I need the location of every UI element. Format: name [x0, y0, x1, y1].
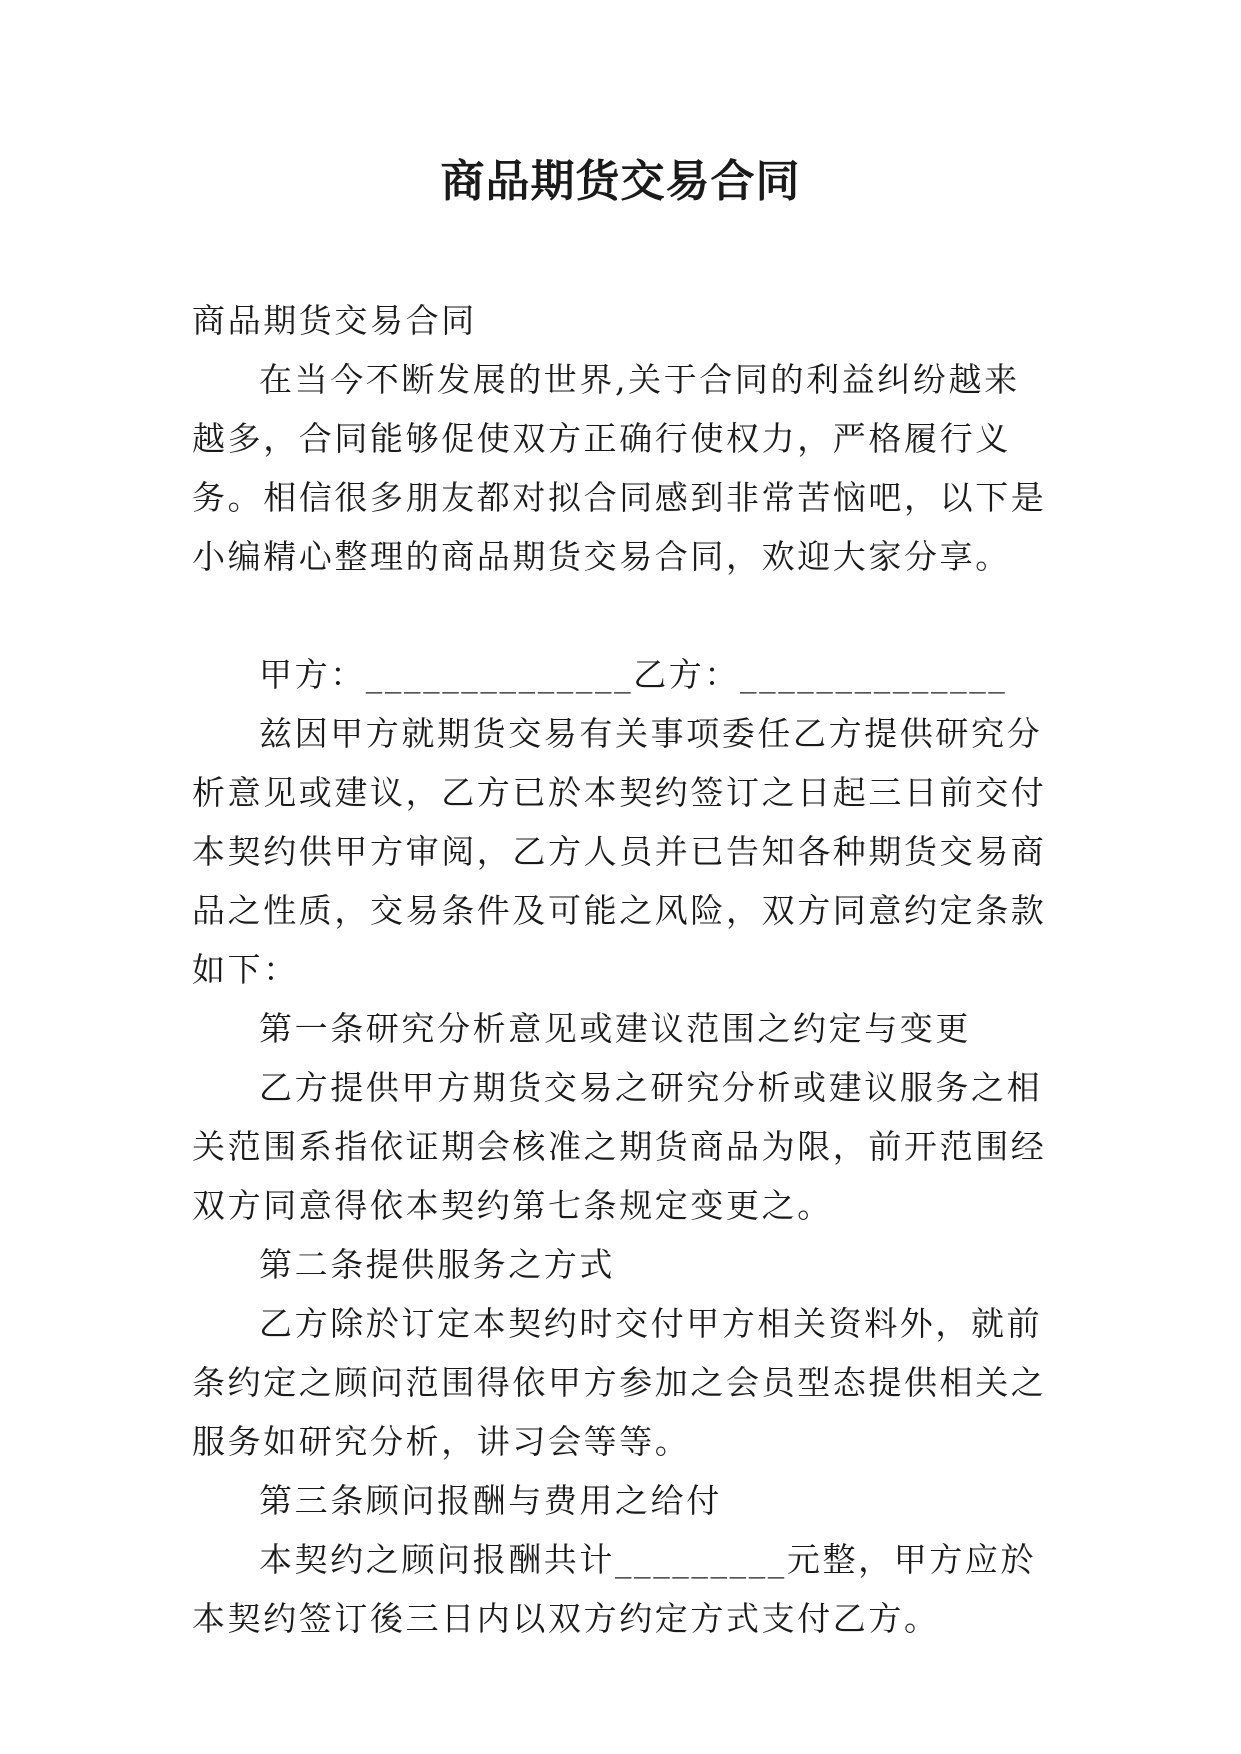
article-2-heading: 第二条提供服务之方式	[259, 1245, 615, 1284]
preamble-paragraph: 兹因甲方就期货交易有关事项委任乙方提供研究分析意见或建议，乙方已於本契约签订之日起三日前交付本契约供甲方审阅，乙方人员并已告知各种期货交易商品之性质，交易条件及可能之风险，双方同意约定条款如下：	[192, 714, 1047, 989]
parties-line: 甲方：______________乙方：______________	[259, 655, 1008, 694]
article-1-heading: 第一条研究分析意见或建议范围之约定与变更	[259, 1009, 971, 1048]
article-3-body: 本契约之顾问报酬共计_________元整，甲方应於本契约签订後三日内以双方约定方式支付乙方。	[192, 1540, 1037, 1638]
intro-paragraph: 在当今不断发展的世界,关于合同的利益纠纷越来越多，合同能够促使双方正确行使权力，严格履行义务。相信很多朋友都对拟合同感到非常苦恼吧，以下是小编精心整理的商品期货交易合同，欢迎大家分享。	[192, 360, 1047, 576]
document-title: 商品期货交易合同	[440, 156, 801, 207]
blank-line	[192, 586, 1054, 645]
article-2-body: 乙方除於订定本契约时交付甲方相关资料外，就前条约定之顾问范围得依甲方参加之会员型态提供相关之服务如研究分析，讲习会等等。	[192, 1304, 1047, 1461]
document-body	[192, 291, 1054, 1648]
article-3-heading: 第三条顾问报酬与费用之给付	[259, 1481, 722, 1520]
subtitle-line: 商品期货交易合同	[192, 301, 477, 340]
article-1-body: 乙方提供甲方期货交易之研究分析或建议服务之相关范围系指依证期会核准之期货商品为限，前开范围经双方同意得依本契约第七条规定变更之。	[192, 1068, 1047, 1225]
